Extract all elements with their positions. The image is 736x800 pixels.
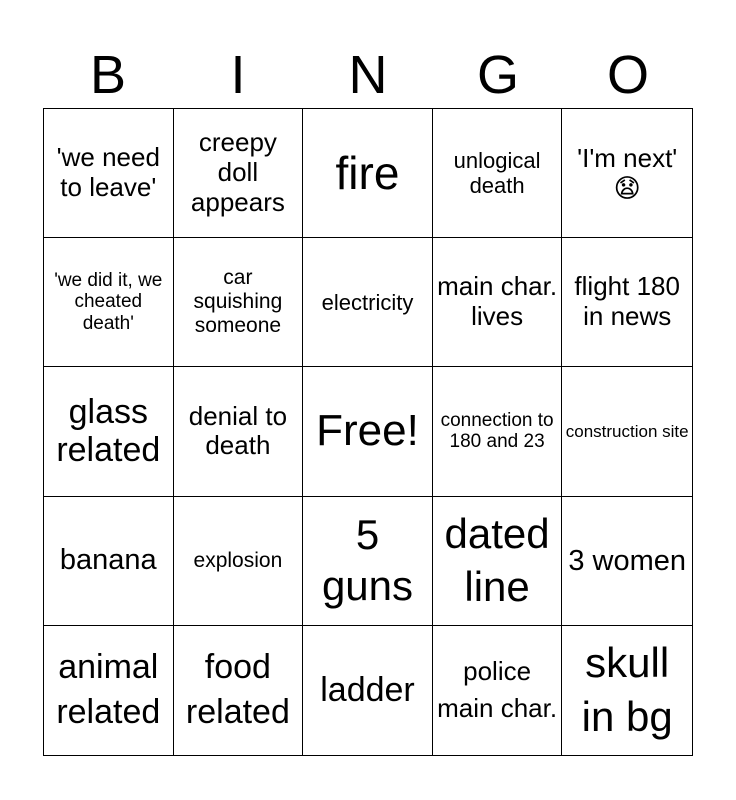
cell-label: fire [335, 146, 400, 199]
bingo-cell-r2c3[interactable] [303, 238, 433, 367]
bingo-board [43, 108, 693, 756]
bingo-cell-r2c2[interactable] [174, 238, 304, 367]
bingo-cell-r1c2[interactable] [174, 109, 304, 238]
bingo-cell-r2c1[interactable] [44, 238, 174, 367]
bingo-cell-r1c4[interactable] [433, 109, 563, 238]
cell-label: banana [59, 544, 157, 577]
header-letter-g: G [476, 45, 519, 105]
bingo-cell-r3c5[interactable] [562, 367, 692, 496]
bingo-cell-r5c3[interactable] [303, 626, 433, 755]
cell-label: 5 guns [321, 511, 414, 609]
cell-label: denial to death [188, 400, 288, 461]
free-space-label: Free! [316, 406, 419, 456]
cell-label: unlogical death [453, 147, 541, 199]
cell-label: electricity [321, 289, 414, 315]
cell-label: explosion [193, 548, 283, 572]
bingo-cell-r2c5[interactable] [562, 238, 692, 367]
cell-label: car squishing someone [193, 266, 283, 338]
bingo-cell-r4c3[interactable] [303, 497, 433, 626]
bingo-cell-r3c1[interactable] [44, 367, 174, 496]
cell-label: construction site [565, 421, 689, 441]
cell-label: animal related [56, 648, 161, 732]
bingo-cell-r4c1[interactable] [44, 497, 174, 626]
bingo-cell-r5c2[interactable] [174, 626, 304, 755]
bingo-cell-r1c5[interactable] [562, 109, 692, 238]
cell-label: food related [185, 648, 290, 732]
bingo-cell-r2c4[interactable] [433, 238, 563, 367]
header-letter-b: B [89, 45, 127, 105]
header-letter-i: I [230, 45, 246, 105]
bingo-cell-r3c4[interactable] [433, 367, 563, 496]
bingo-cell-r5c1[interactable] [44, 626, 174, 755]
cell-label: connection to 180 and 23 [440, 409, 554, 453]
cell-label: skull in bg [581, 638, 673, 741]
bingo-cell-r4c5[interactable] [562, 497, 692, 626]
bingo-cell-r4c4[interactable] [433, 497, 563, 626]
cell-label: 'we did it, we cheated death' [54, 269, 163, 335]
cell-label: ladder [320, 671, 415, 710]
cell-label: dated line [444, 510, 550, 610]
bingo-cell-r1c3[interactable] [303, 109, 433, 238]
cell-content [577, 144, 677, 202]
cell-label: glass related [56, 393, 161, 470]
worried-face-icon: 😧 [613, 172, 641, 203]
cell-label: 'I'm next' [577, 142, 678, 173]
bingo-cell-r4c2[interactable] [174, 497, 304, 626]
cell-label: 'we need to leave' [56, 142, 160, 203]
cell-label: police main char. [437, 655, 558, 724]
cell-label: main char. lives [437, 271, 558, 332]
bingo-cell-r1c1[interactable] [44, 109, 174, 238]
cell-label: creepy doll appears [190, 127, 285, 218]
bingo-cell-r3c2[interactable] [174, 367, 304, 496]
header-letter-n: N [348, 45, 388, 105]
bingo-cell-r3c3-free[interactable] [303, 367, 433, 496]
bingo-cell-r5c5[interactable] [562, 626, 692, 755]
bingo-cell-r5c4[interactable] [433, 626, 563, 755]
header-letter-o: O [606, 45, 649, 105]
cell-label: flight 180 in news [574, 271, 680, 332]
cell-label: 3 women [568, 544, 687, 577]
bingo-header [43, 44, 693, 106]
